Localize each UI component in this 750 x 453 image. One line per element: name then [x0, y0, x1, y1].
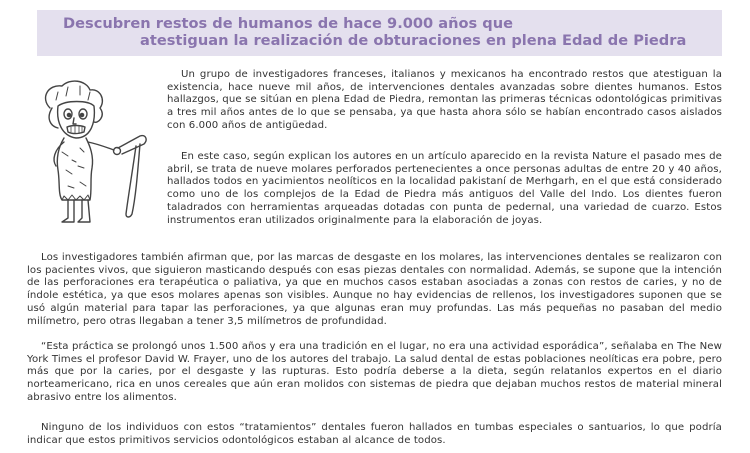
article-paragraph: Ninguno de los individuos con estos “tratamientos” dentales fueron hallados en tumbas especiales o santuarios, lo que podría indicar que estos primitivos servicios odontológicos estaban al alcance de todos.: [27, 422, 722, 446]
left-arm: [54, 142, 64, 166]
face-outline: [58, 102, 95, 139]
hanging-cord: [126, 144, 140, 217]
headline-line-2: atestiguan la realización de obturaciones en plena Edad de Piedra: [140, 32, 687, 49]
stone-tool: [118, 136, 146, 154]
left-leg: [62, 200, 74, 222]
caveman-illustration: [28, 78, 158, 228]
article-paragraph: Los investigadores también afirman que, por las marcas de desgaste en los molares, las intervenciones dentales se realizaron con los pacientes vivos, que siguieron masticando después con esas piezas dentales con normalidad. Además, se supone que la intención de las perforaciones era terapéutica o paliativa, ya que en muchos casos estaban asociadas a zonas con restos de caries, y no de índole estética, ya que esos molares apenas son visibles. Aunque no hay evidencias de rellenos, los investigadores suponen que se usó algún material para tapar las perforaciones, ya que algunas eran muy profundas. Las más pequeñas no pasaban del medio milímetro, pero otras llegaban a tener 3,5 milímetros de profundidad.: [27, 252, 722, 327]
right-leg: [78, 200, 90, 222]
hair-side: [49, 108, 58, 128]
tunic-outline: [57, 138, 92, 200]
article-paragraph: “Esta práctica se prolongó unos 1.500 años y era una tradición en el lugar, no era una actividad esporádica”, señalaba en The New York Times el profesor David W. Frayer, uno de los autores del trabajo. La salud dental de estas poblaciones neolíticas era pobre, pero más que por la caries, por el desgaste y las rupturas. Esto podría deberse a la dieta, según relatanlos expertos en el diario norteamericano, rica en unos cereales que aún eran molidos con sistemas de piedra que dejaban muchos restos de material mineral abrasivo entre los alimentos.: [27, 341, 722, 403]
headline-line-1: Descubren restos de humanos de hace 9.000 años que: [63, 15, 514, 32]
article-paragraph: Un grupo de investigadores franceses, italianos y mexicanos ha encontrado restos que atestiguan la existencia, hace nueve mil años, de intervenciones dentales avanzadas sobre dientes humanos. Estos hallazgos, que se sitúan en plena Edad de Piedra, remontan las primeras técnicas odontológicas primitivas a tres mil años antes de lo que se pensaba, ya que hasta ahora sólo se habían encontrado casos aislados con 6.000 años de antigüedad.: [167, 69, 722, 131]
article-paragraph: En este caso, según explican los autores en un artículo aparecido en la revista Nature el pasado mes de abril, se trata de nueve molares perforados pertenecientes a once personas adultas de entre 20 y 40 años, hallados todos en yacimientos neolíticos en la localidad pakistaní de Merhgarh, en el que está considerado como uno de los complejos de la Edad de Piedra más antiguos del Valle del Indo. Los dientes fueron taladrados con herramientas arqueadas dotadas con punta de pedernal, una variedad de cuarzo. Estos instrumentos eran utilizados originalmente para la elaboración de joyas.: [167, 151, 722, 226]
right-arm: [88, 142, 114, 150]
